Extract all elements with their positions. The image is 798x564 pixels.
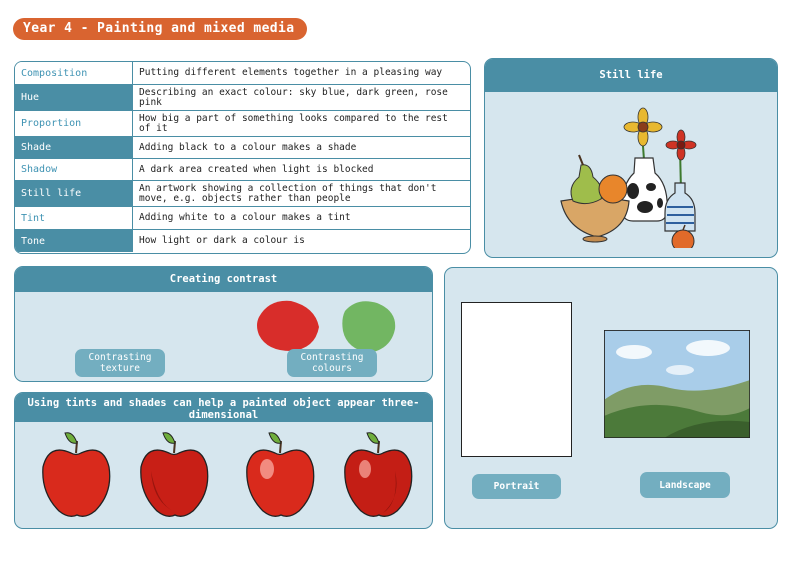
glossary-term: Shade (15, 137, 133, 158)
glossary-table (14, 61, 471, 254)
page-title: Year 4 - Painting and mixed media (13, 18, 307, 40)
glossary-definition: Putting different elements together in a pleasing way (139, 67, 443, 78)
glossary-row (15, 137, 470, 159)
tints-shades-panel (14, 392, 433, 529)
creating-contrast-panel (14, 266, 433, 382)
glossary-row (15, 181, 470, 207)
still-life-illustration (547, 103, 717, 248)
contrasting-colours-label: Contrasting colours (287, 349, 377, 377)
still-life-heading: Still life (485, 59, 777, 92)
apple-icon (247, 433, 314, 517)
glossary-row (15, 207, 470, 230)
glossary-term: Shadow (15, 159, 133, 180)
apple-icon (345, 433, 412, 517)
glossary-term: Tint (15, 207, 133, 229)
glossary-row (15, 230, 470, 252)
landscape-label: Landscape (640, 472, 730, 498)
apple-icon (43, 433, 110, 517)
apple-row (23, 431, 423, 523)
still-life-panel (484, 58, 778, 258)
glossary-definition: Adding white to a colour makes a tint (139, 212, 351, 223)
glossary-term: Still life (15, 181, 133, 206)
tints-shades-heading: Using tints and shades can help a painted object appear three-dimensional (15, 393, 432, 422)
glossary-term: Proportion (15, 111, 133, 136)
portrait-frame (461, 302, 572, 457)
glossary-term: Tone (15, 230, 133, 252)
glossary-definition: A dark area created when light is blocked (139, 163, 374, 175)
glossary-definition: How light or dark a colour is (139, 235, 305, 246)
creating-contrast-heading: Creating contrast (15, 267, 432, 292)
landscape-painting (604, 330, 750, 438)
glossary-row (15, 111, 470, 137)
apple-icon (141, 433, 208, 517)
glossary-definition: Adding black to a colour makes a shade (139, 141, 357, 153)
portrait-label: Portrait (472, 474, 561, 499)
glossary-definition: An artwork showing a collection of things that don't move, e.g. objects rather than people (139, 182, 437, 204)
orientation-panel (444, 267, 778, 529)
glossary-row (15, 62, 470, 85)
glossary-row (15, 159, 470, 181)
contrasting-texture-label: Contrasting texture (75, 349, 165, 377)
glossary-term: Hue (15, 85, 133, 110)
glossary-row (15, 85, 470, 111)
contrast-swatches (253, 297, 403, 355)
glossary-term: Composition (15, 62, 133, 84)
glossary-definition: Describing an exact colour: sky blue, dark green, rose pink (139, 86, 448, 108)
glossary-definition: How big a part of something looks compared to the rest of it (139, 112, 448, 134)
